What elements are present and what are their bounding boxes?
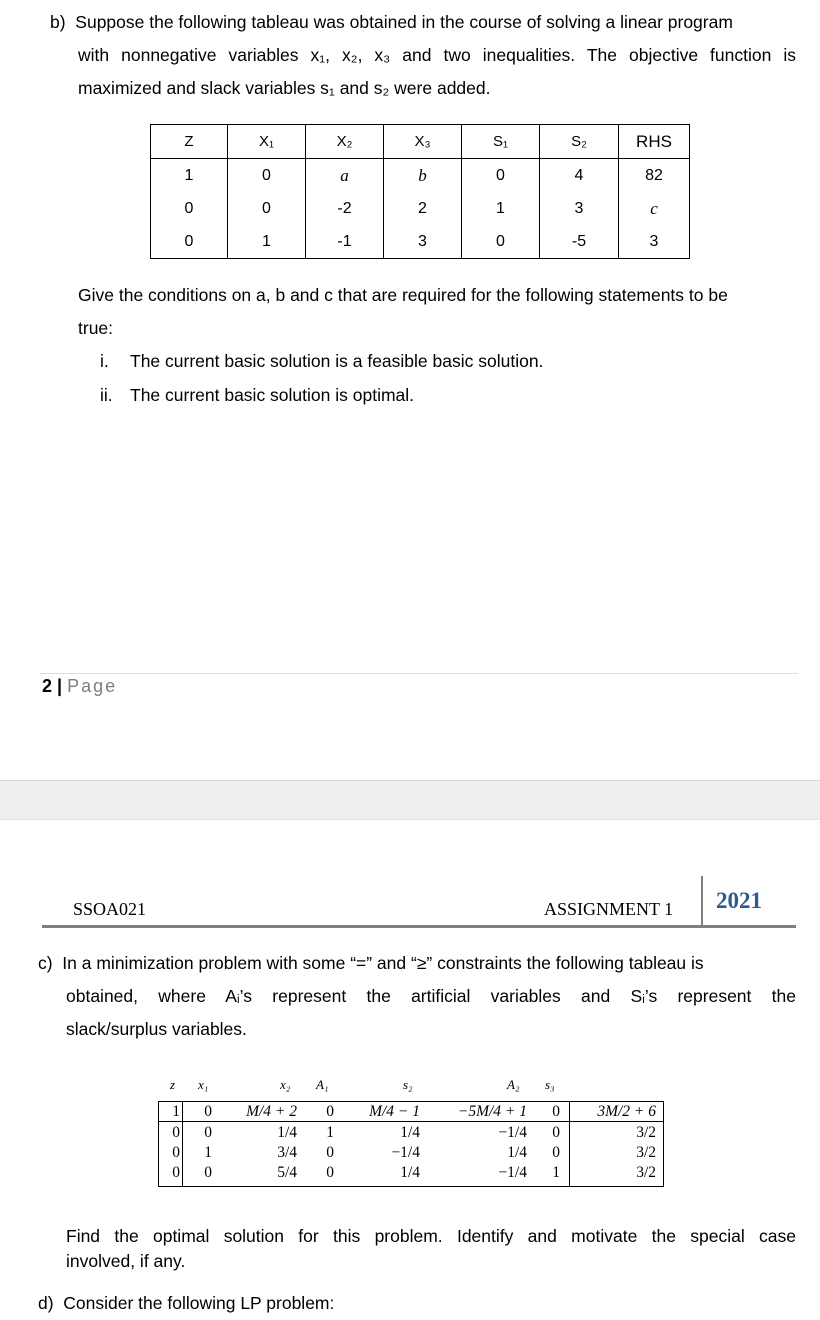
part-c-line-2: obtained, where Aᵢ’s represent the artificial variables and Sᵢ’s represent the [66,986,796,1006]
cell: 3/4 [277,1144,297,1161]
table-header-row [151,125,690,159]
cell: 0 [204,1124,212,1141]
cell: 0 [172,1144,180,1161]
cell: 0 [552,1103,560,1120]
part-c-line-3: slack/surplus variables. [66,1019,247,1039]
cell: 82 [619,159,690,193]
cell: 0 [228,159,306,193]
cell: 0 [172,1164,180,1181]
header-x3: X₃ [384,125,462,159]
cell: 1 [326,1124,334,1141]
cell: 0 [204,1103,212,1120]
find-line-2: involved, if any. [66,1251,186,1271]
cell: −1/4 [391,1144,420,1161]
cell: c [619,192,690,225]
header-code: SSOA021 [73,899,147,919]
header-s3: s₃ [545,1077,555,1092]
cell: 0 [172,1124,180,1141]
part-d-line-1: d) Consider the following LP problem: [38,1293,335,1313]
header-rhs: RHS [619,125,690,159]
cell: 0 [326,1164,334,1181]
cell: 0 [552,1124,560,1141]
header-x2: X₂ [306,125,384,159]
header-year: 2021 [716,888,762,913]
cell: M/4 + 2 [246,1103,297,1120]
cell: b [384,159,462,193]
table-row [151,192,690,225]
question-line-2: true: [78,318,114,338]
find-line-1: Find the optimal solution for this problem. Identify and motivate the special case [66,1226,796,1246]
cell: 3 [540,192,619,225]
cell: 3/2 [636,1124,656,1141]
cell: 3 [619,225,690,259]
table-row [151,159,690,193]
question-line-1: Give the conditions on a, b and c that are required for the following statements to be [78,285,728,305]
header-x1: x₁ [198,1077,209,1092]
header-assignment: ASSIGNMENT 1 [544,899,674,919]
cell: −1/4 [498,1124,527,1141]
cell: 0 [326,1103,334,1120]
cell: 1 [172,1103,180,1120]
cell: 5/4 [277,1164,297,1181]
page-footer [42,676,117,697]
cell: 1 [462,192,540,225]
table-row [151,225,690,259]
cell: 3/2 [636,1144,656,1161]
cell: 1/4 [277,1124,297,1141]
cell: 1 [552,1164,560,1181]
cell: 0 [151,225,228,259]
page-gap [0,780,820,820]
footer-divider [40,673,798,674]
cell: 0 [462,159,540,193]
cell: 0 [204,1164,212,1181]
cell: -5 [540,225,619,259]
part-b-line-2: with nonnegative variables x₁, x₂, x₃ and two inequalities. The objective function is [78,45,796,65]
simplex-tableau-b [150,124,690,259]
cell: 1/4 [507,1144,527,1161]
header-s1: S₁ [462,125,540,159]
part-b-line-1: b) Suppose the following tableau was obtained in the course of solving a linear program [50,12,733,32]
page-separator: | [57,676,63,696]
cell: 1 [204,1144,212,1161]
header-s2: S₂ [540,125,619,159]
header-x2: x₂ [280,1077,291,1092]
z-column-divider [182,1101,183,1187]
cell: −5M/4 + 1 [457,1103,527,1120]
item-i-text: The current basic solution is a feasible basic solution. [130,351,544,371]
cell: 0 [552,1144,560,1161]
cell: M/4 − 1 [369,1103,420,1120]
header-x1: X₁ [228,125,306,159]
header-s2: s₂ [403,1077,413,1092]
cell: 1 [151,159,228,193]
header-z: z [170,1077,176,1092]
cell: −1/4 [498,1164,527,1181]
cell: -1 [306,225,384,259]
part-c-line-1: c) In a minimization problem with some “=” and “≥” constraints the following tableau is [38,953,704,973]
header-year-divider [701,876,703,926]
part-b-line-3: maximized and slack variables s₁ and s₂ were added. [78,78,491,98]
item-ii-text: The current basic solution is optimal. [130,385,415,405]
header-z: Z [151,125,228,159]
cell: 2 [384,192,462,225]
page-word: Page [67,676,118,696]
header-a1: A₁ [316,1077,329,1092]
item-ii-number: ii. [100,385,113,405]
cell: 0 [228,192,306,225]
header-a2: A₂ [507,1077,520,1092]
cell: 3M/2 + 6 [597,1103,656,1120]
cell: 1/4 [400,1164,420,1181]
cell: -2 [306,192,384,225]
cell: 1 [228,225,306,259]
item-i-number: i. [100,351,109,371]
cell: 4 [540,159,619,193]
cell: a [306,159,384,193]
cell: 3/2 [636,1164,656,1181]
cell: 3 [384,225,462,259]
header-rule [42,925,796,928]
objective-row-divider [158,1121,664,1122]
page-number: 2 [42,676,53,696]
rhs-column-divider [569,1101,570,1187]
cell: 1/4 [400,1124,420,1141]
cell: 0 [462,225,540,259]
cell: 0 [326,1144,334,1161]
cell: 0 [151,192,228,225]
